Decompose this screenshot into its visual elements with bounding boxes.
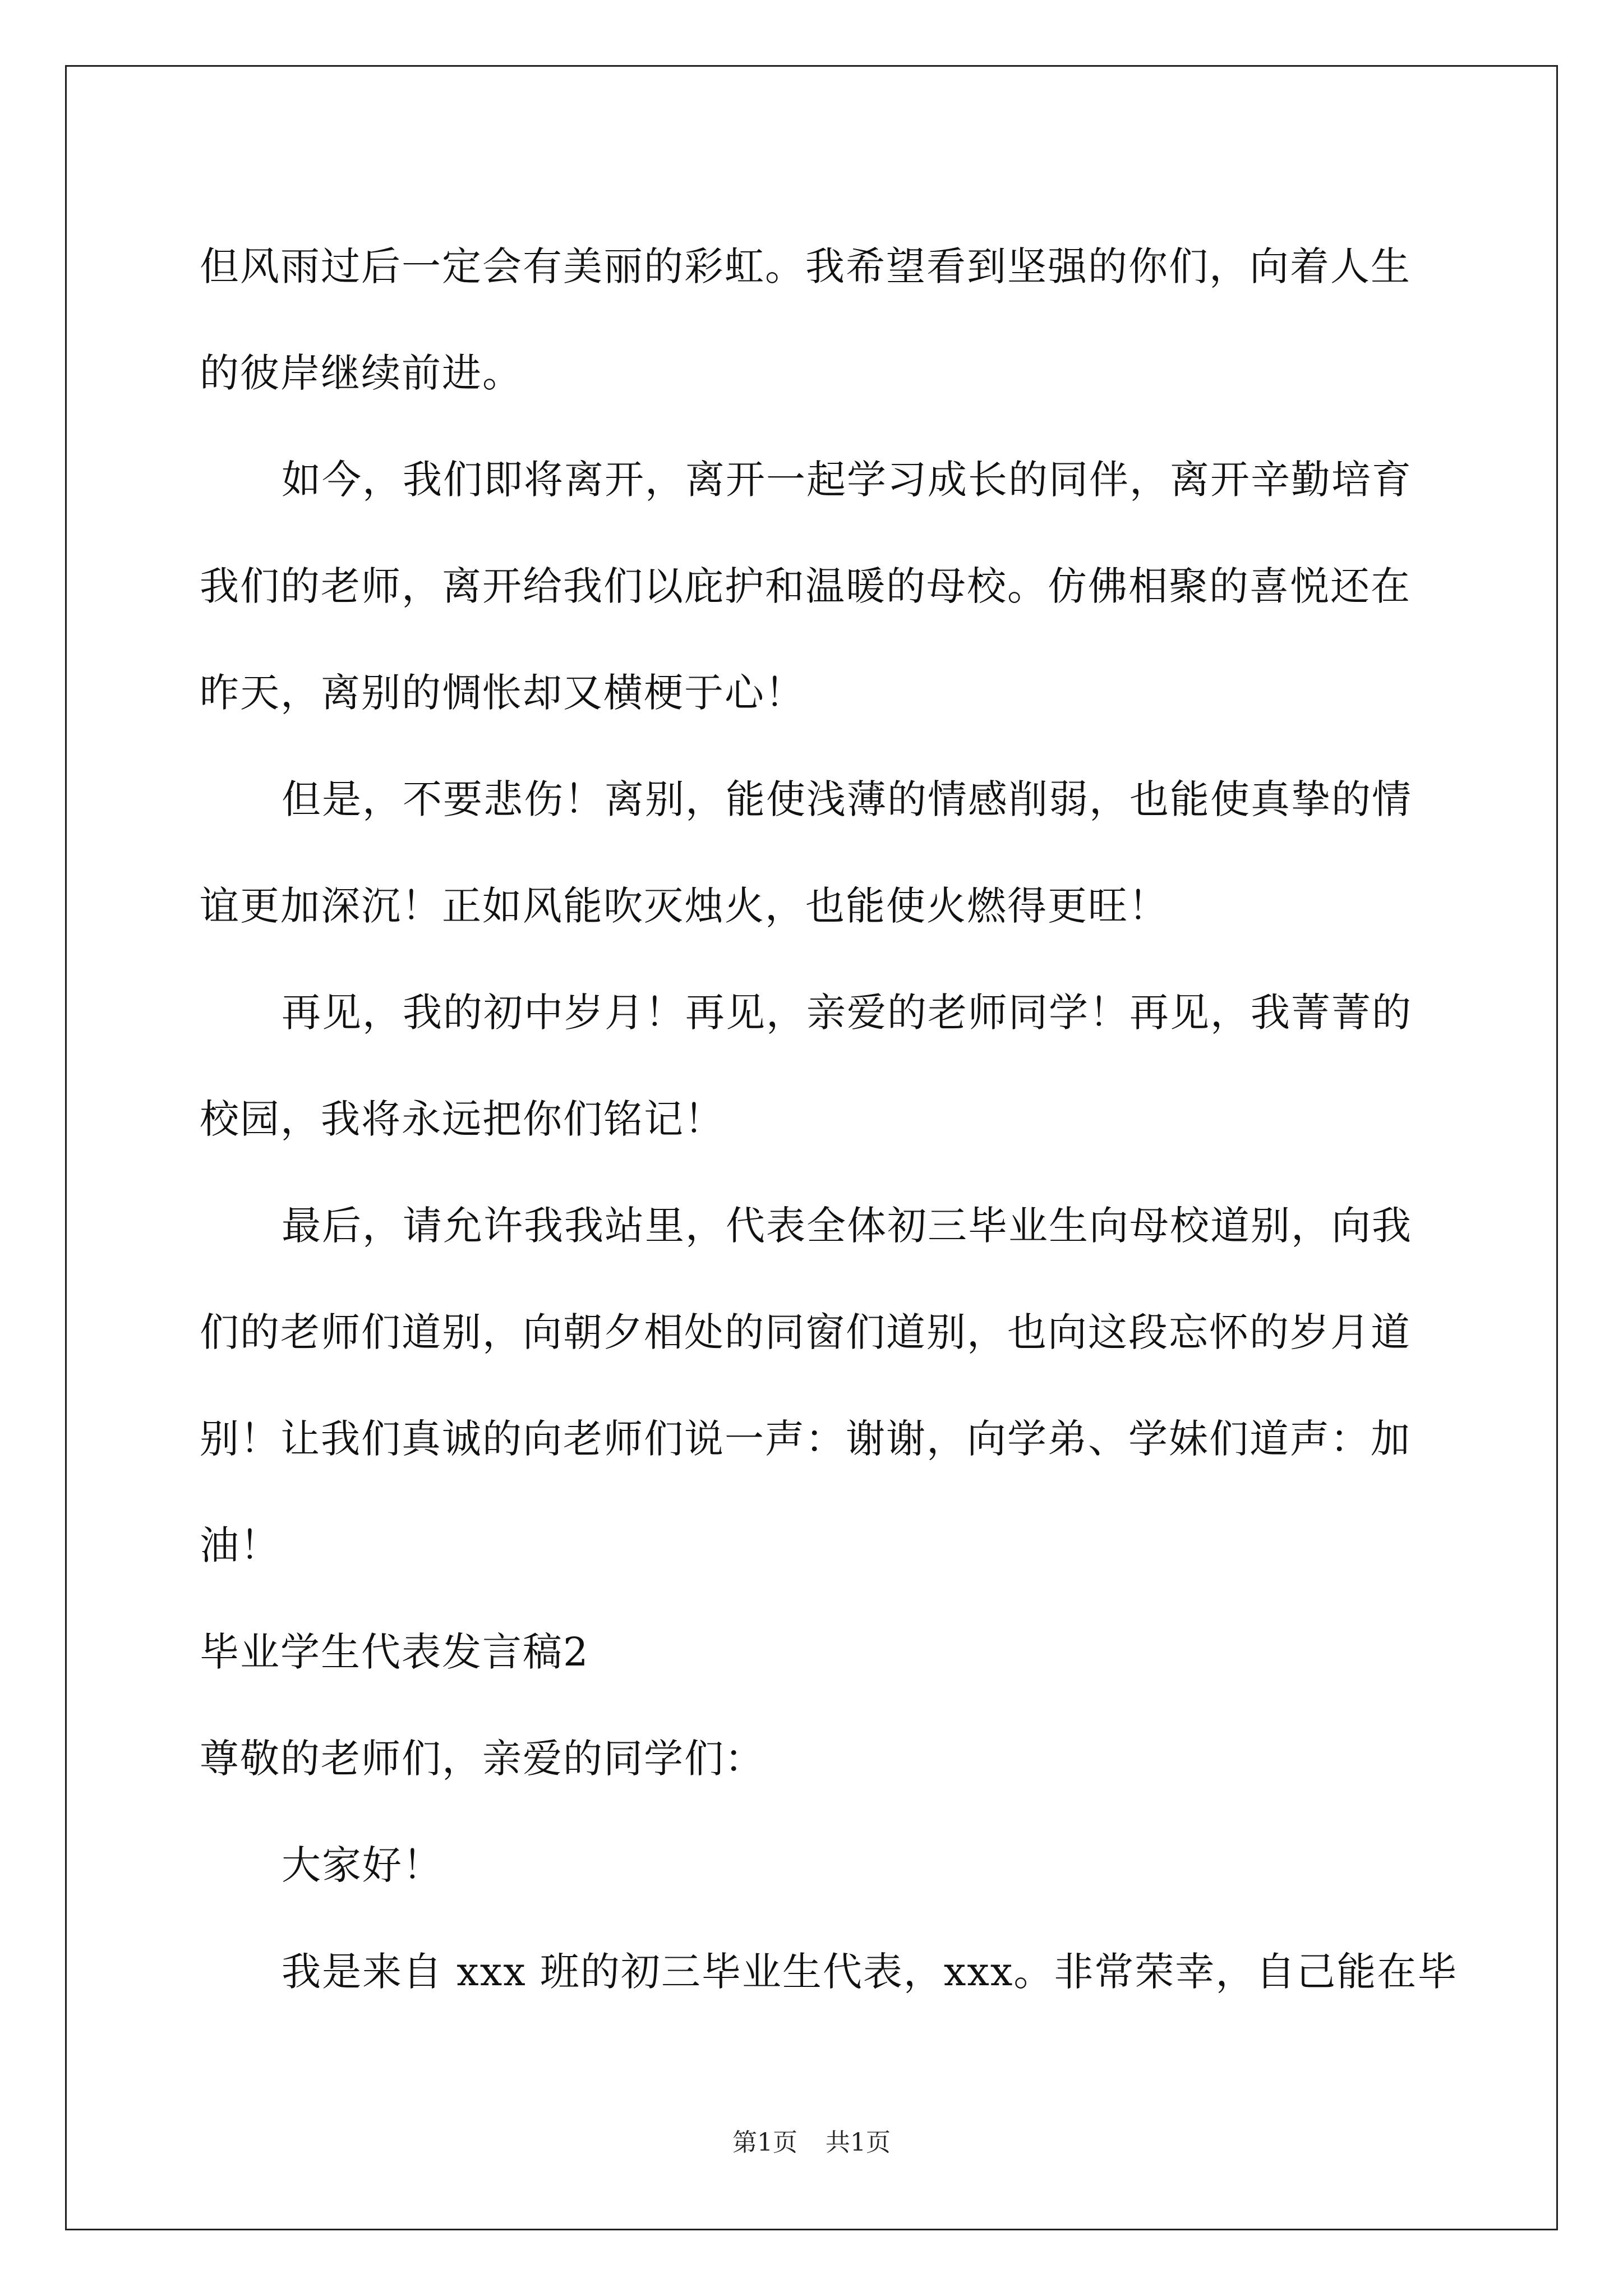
page-footer <box>0 2126 1623 2160</box>
section-heading: 毕业学生代表发言稿2 <box>200 1629 589 1675</box>
text-line: 油！ <box>200 1522 280 1568</box>
text-line: 但风雨过后一定会有美丽的彩虹。我希望看到坚强的你们，向着人生 <box>200 243 1411 289</box>
text-line: 别！让我们真诚的向老师们说一声：谢谢，向学弟、学妹们道声：加 <box>200 1416 1411 1462</box>
text-line: 校园，我将永远把你们铭记！ <box>200 1096 725 1142</box>
salutation-line: 尊敬的老师们，亲爱的同学们： <box>200 1736 765 1782</box>
paragraph-start-line: 最后，请允许我我站里，代表全体初三毕业生向母校道别，向我 <box>282 1203 1412 1249</box>
paragraph-start-line: 我是来自 xxx 班的初三毕业生代表，xxx。非常荣幸，自己能在毕 <box>282 1949 1458 1995</box>
paragraph-start-line: 如今，我们即将离开，离开一起学习成长的同伴，离开辛勤培育 <box>282 457 1412 503</box>
page-number-label: 第1页 <box>732 2128 797 2157</box>
document-body <box>200 213 1458 2025</box>
text-line: 昨天，离别的惆怅却又横梗于心！ <box>200 670 805 716</box>
text-line: 谊更加深沉！正如风能吹灭烛火，也能使火燃得更旺！ <box>200 883 1169 929</box>
text-line: 的彼岸继续前进。 <box>200 350 523 396</box>
text-line: 们的老师们道别，向朝夕相处的同窗们道别，也向这段忘怀的岁月道 <box>200 1309 1411 1355</box>
text-line: 我们的老师，离开给我们以庇护和温暖的母校。仿佛相聚的喜悦还在 <box>200 563 1411 609</box>
greeting-line: 大家好！ <box>282 1842 443 1888</box>
paragraph-start-line: 再见，我的初中岁月！再见，亲爱的老师同学！再见，我菁菁的 <box>282 990 1412 1036</box>
page-total-label: 共1页 <box>826 2128 891 2157</box>
paragraph-start-line: 但是，不要悲伤！离别，能使浅薄的情感削弱，也能使真挚的情 <box>282 776 1412 822</box>
